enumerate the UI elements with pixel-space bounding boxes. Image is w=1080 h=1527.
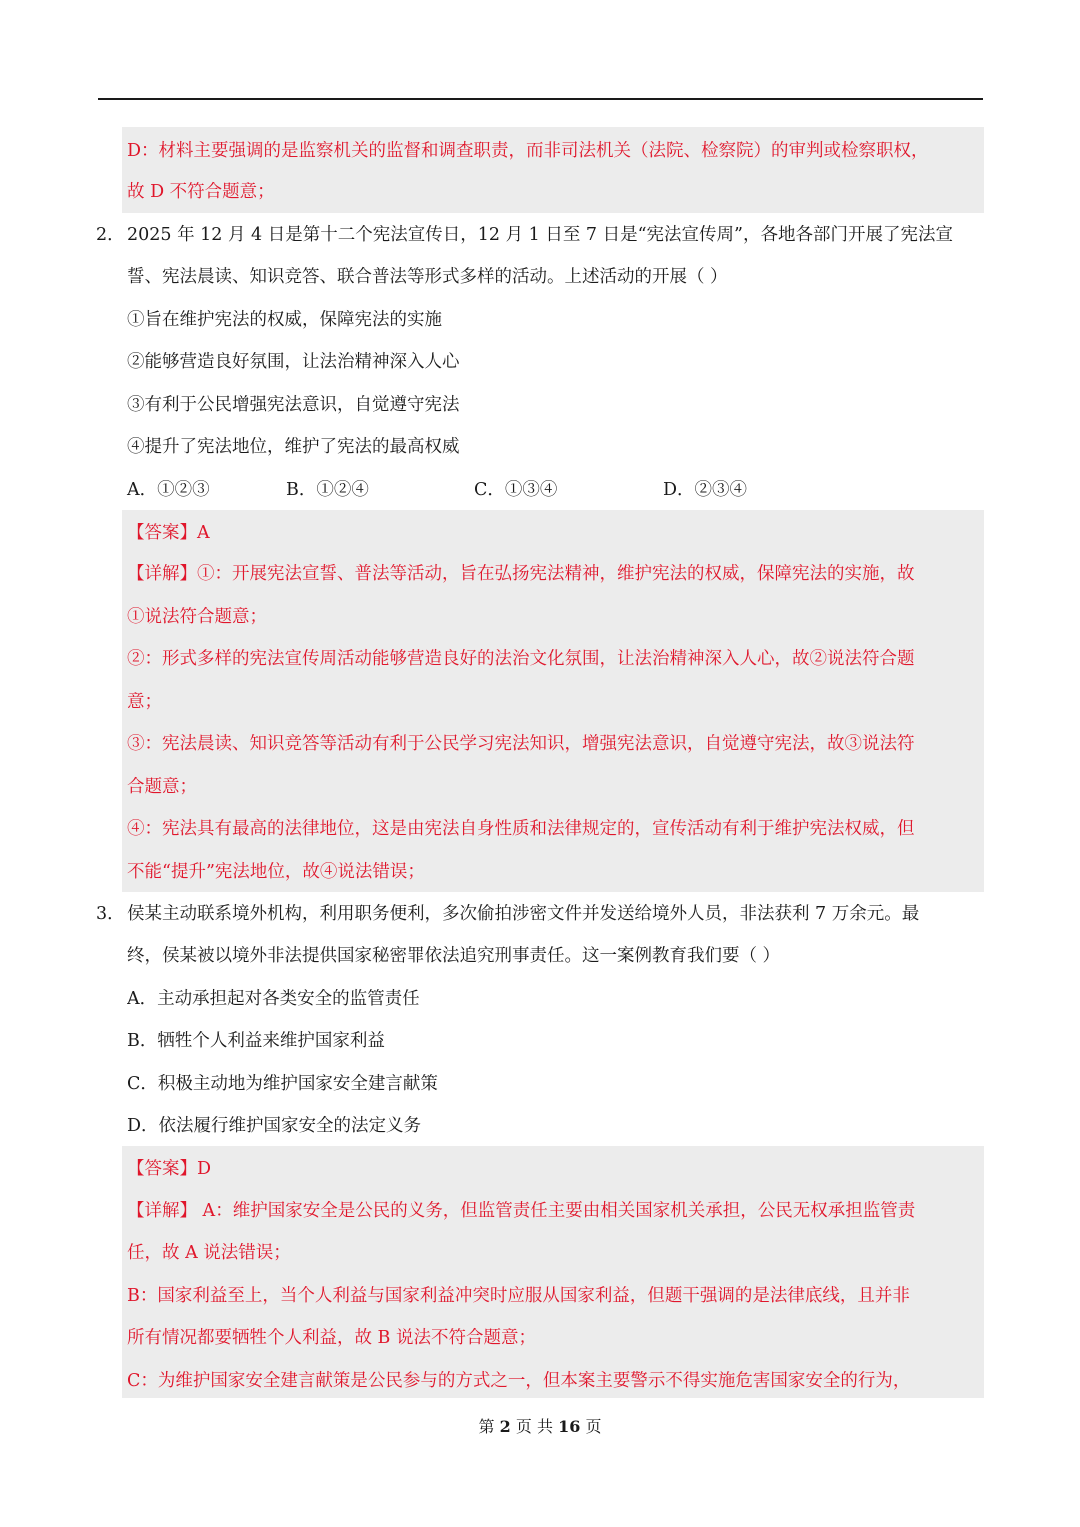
question-2-number: 2． — [96, 225, 125, 245]
question-2-explanation: 【详解】①：开展宪法宣誓、普法等活动，旨在弘扬宪法精神，维护宪法的权威，保障宪法的实施，故 — [127, 564, 915, 584]
question-2-stem: 誓、宪法晨读、知识竞答、联合普法等形式多样的活动。上述活动的开展（ ） — [127, 267, 728, 287]
question-2-explanation: ①说法符合题意； — [127, 607, 267, 627]
current-page-number: 2 — [499, 1417, 511, 1436]
question-2-item: ③有利于公民增强宪法意识，自觉遵守宪法 — [127, 395, 460, 415]
question-3-option-a: A．主动承担起对各类安全的监管责任 — [127, 989, 420, 1009]
question-3-explanation: 任，故 A 说法错误； — [127, 1243, 291, 1263]
explanation-line: D：材料主要强调的是监察机关的监督和调查职责，而非司法机关（法院、检察院）的审判或检察职权， — [127, 141, 929, 161]
question-2-explanation: ②：形式多样的宪法宣传周活动能够营造良好的法治文化氛围，让法治精神深入人心，故②说法符合题 — [127, 649, 915, 669]
question-3-stem: 终，侯某被以境外非法提供国家秘密罪依法追究刑事责任。这一案例教育我们要（ ） — [127, 946, 781, 966]
question-2-explanation: 意； — [127, 692, 162, 712]
footer-middle: 页 共 — [515, 1417, 553, 1436]
question-2-explanation: ③：宪法晨读、知识竞答等活动有利于公民学习宪法知识，增强宪法意识，自觉遵守宪法，故③说法符 — [127, 734, 915, 754]
header-rule — [98, 98, 983, 100]
question-3-explanation: C：为维护国家安全建言献策是公民参与的方式之一，但本案主要警示不得实施危害国家安全的行为， — [127, 1371, 911, 1391]
footer-prefix: 第 — [478, 1417, 495, 1436]
question-3-option-c: C．积极主动地为维护国家安全建言献策 — [127, 1074, 438, 1094]
question-2-explanation: 不能“提升”宪法地位，故④说法错误； — [127, 862, 425, 882]
question-3-explanation: 【详解】 A：维护国家安全是公民的义务，但监管责任主要由相关国家机关承担，公民无权承担监管责 — [127, 1201, 916, 1221]
question-2-explanation: ④：宪法具有最高的法律地位，这是由宪法自身性质和法律规定的，宣传活动有利于维护宪法权威，但 — [127, 819, 915, 839]
question-2-item: ②能够营造良好氛围，让法治精神深入人心 — [127, 352, 460, 372]
footer-suffix: 页 — [585, 1417, 602, 1436]
question-3-answer: 【答案】D — [127, 1159, 212, 1179]
question-3-option-b: B．牺牲个人利益来维护国家利益 — [127, 1031, 385, 1051]
page-footer — [0, 1416, 1080, 1438]
question-2-option-c: C．①③④ — [474, 480, 558, 500]
question-2-answer: 【答案】A — [127, 523, 210, 543]
question-2-explanation: 合题意； — [127, 777, 197, 797]
question-2-item: ④提升了宪法地位，维护了宪法的最高权威 — [127, 437, 460, 457]
question-2-option-a: A．①②③ — [127, 480, 210, 500]
explanation-line: 故 D 不符合题意； — [127, 182, 275, 202]
question-3-stem: 侯某主动联系境外机构，利用职务便利，多次偷拍涉密文件并发送给境外人员，非法获利 7 万余元。最 — [127, 904, 920, 924]
question-3-number: 3． — [96, 904, 125, 924]
question-3-explanation: 所有情况都要牺牲个人利益，故 B 说法不符合题意； — [127, 1328, 536, 1348]
question-2-stem: 2025 年 12 月 4 日是第十二个宪法宣传日，12 月 1 日至 7 日是“宪法宣传周”，各地各部门开展了宪法宣 — [127, 225, 953, 245]
question-3-option-d: D．依法履行维护国家安全的法定义务 — [127, 1116, 422, 1136]
question-2-item: ①旨在维护宪法的权威，保障宪法的实施 — [127, 310, 442, 330]
total-pages: 16 — [558, 1417, 581, 1436]
question-2-option-b: B．①②④ — [286, 480, 369, 500]
question-2-option-d: D．②③④ — [663, 480, 748, 500]
answer-shade-q3 — [122, 1146, 984, 1398]
question-3-explanation: B：国家利益至上，当个人利益与国家利益冲突时应服从国家利益，但题干强调的是法律底线，且并非 — [127, 1286, 910, 1306]
